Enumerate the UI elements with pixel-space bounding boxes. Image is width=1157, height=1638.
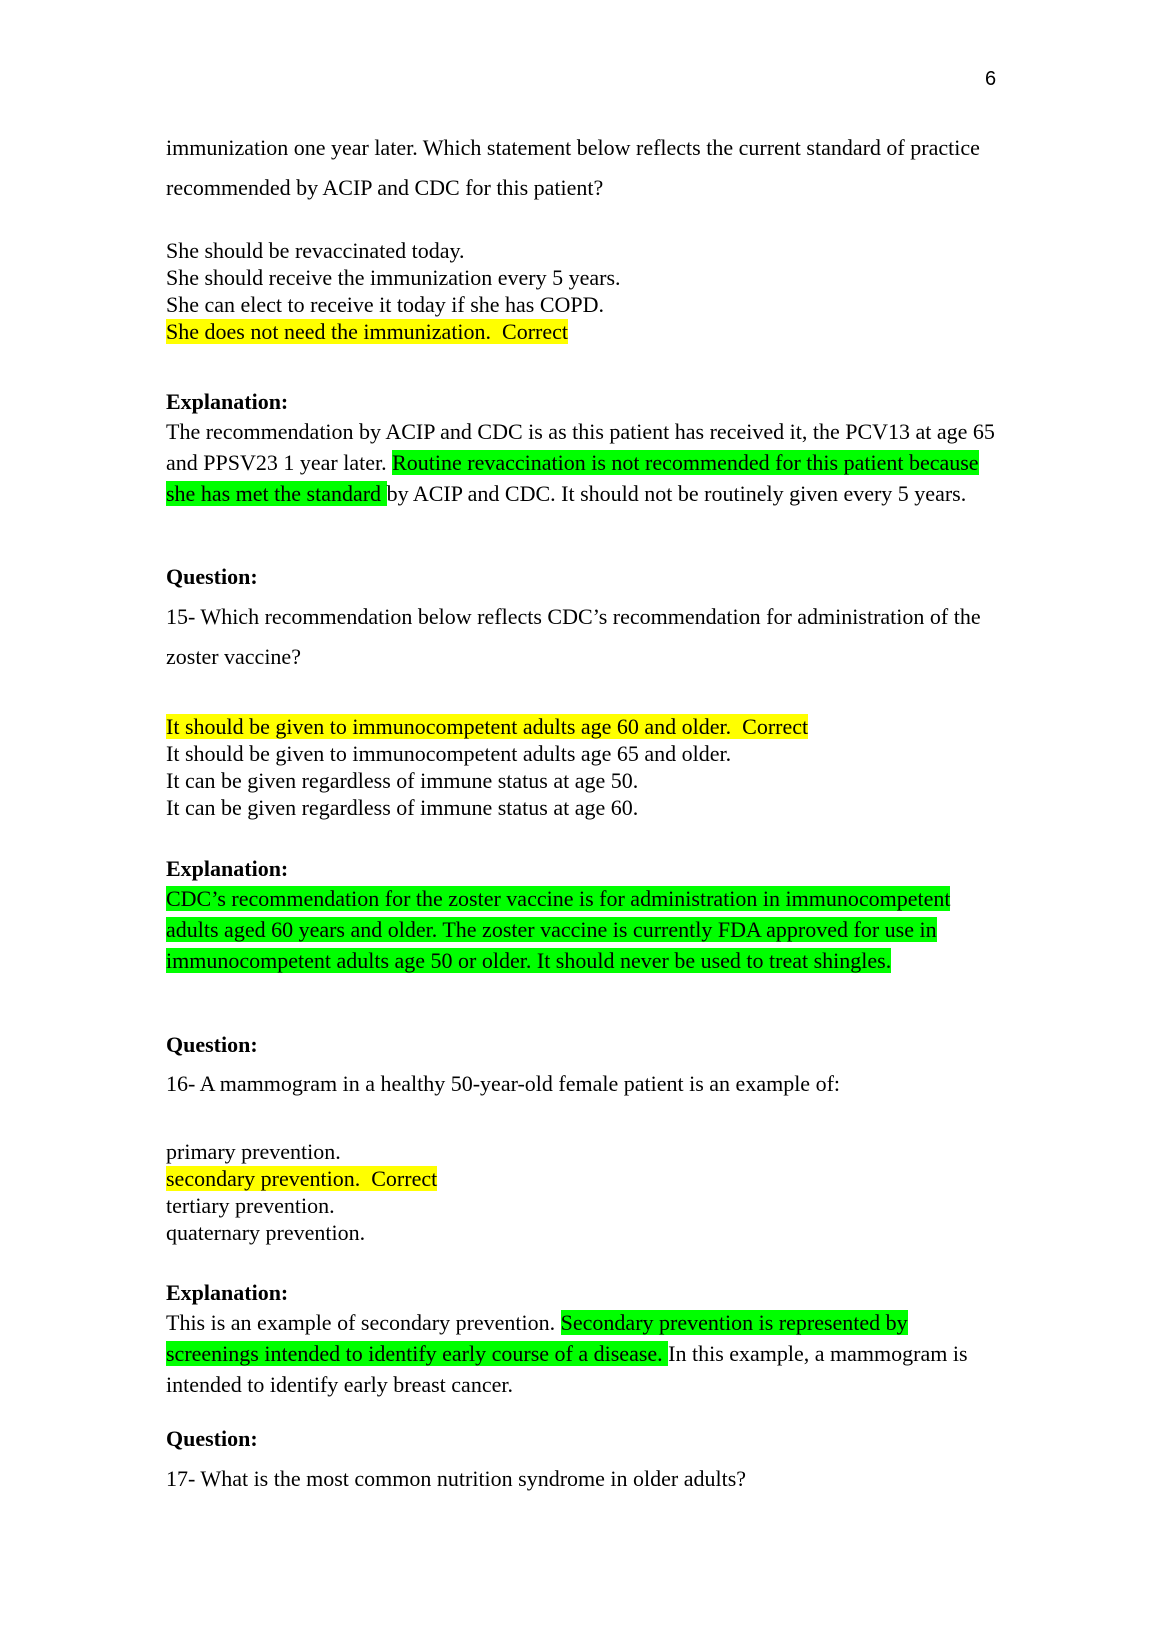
q14-option-4-correct: She does not need the immunization. Correct [166,319,569,344]
q16-option-2-correct: secondary prevention. Correct [166,1166,438,1191]
q14-explanation-heading: Explanation: [166,389,289,414]
q15-option-4: It can be given regardless of immune status at age 60. [166,795,639,820]
q14-explanation-text-2: by ACIP and CDC. It should not be routinely given every 5 years. [386,481,967,506]
q14-stem: immunization one year later. Which statement below reflects the current standard of practice recommended by ACIP and CDC for this patient? [166,135,980,200]
q14-option-1: She should be revaccinated today. [166,238,465,263]
q14-options [166,237,996,345]
q15-stem: 15- Which recommendation below reflects CDC’s recommendation for administration of the zoster vaccine? [166,604,981,669]
q14-explanation [166,416,996,509]
q16-option-1: primary prevention. [166,1139,341,1164]
q16-stem: 16- A mammogram in a healthy 50-year-old female patient is an example of: [166,1071,841,1096]
q16-option-3: tertiary prevention. [166,1193,335,1218]
q15-option-1-correct: It should be given to immunocompetent adults age 60 and older. Correct [166,714,809,739]
q17-question-heading: Question: [166,1426,258,1451]
q16-explanation-text-1: This is an example of secondary prevention. [166,1310,561,1335]
q15-options [166,713,996,821]
q14-explanation-highlight: Routine revaccination is not recommended for this patient because she has met the standard [166,450,979,506]
q15-explanation-heading: Explanation: [166,856,289,881]
q14-explanation-text-1: The recommendation by ACIP and CDC is as this patient has received it, the PCV13 at age 65 and PPSV23 1 year later. [166,419,995,475]
q15-explanation-highlight: CDC’s recommendation for the zoster vaccine is for administration in immunocompetent adults aged 60 years and older. The zoster vaccine is currently FDA approved for use in immunocompetent adults age 50 or older. It should never be used to treat shingles. [166,886,951,973]
q14-option-3: She can elect to receive it today if she has COPD. [166,292,605,317]
q14-option-2: She should receive the immunization every 5 years. [166,265,621,290]
q16-explanation-highlight: Secondary prevention is represented by screenings intended to identify early course of a disease. [166,1310,908,1366]
q15-option-3: It can be given regardless of immune status at age 50. [166,768,639,793]
page-number: 6 [985,68,997,90]
q16-explanation-text-2: In this example, a mammogram is intended to identify early breast cancer. [166,1341,968,1397]
q16-explanation-heading: Explanation: [166,1280,289,1305]
q15-option-2: It should be given to immunocompetent adults age 65 and older. [166,741,732,766]
q15-question-heading: Question: [166,564,258,589]
q16-option-4: quaternary prevention. [166,1220,366,1245]
q16-options [166,1138,996,1246]
q16-explanation [166,1307,996,1400]
q15-explanation [166,883,996,976]
q17-stem: 17- What is the most common nutrition syndrome in older adults? [166,1466,747,1491]
q16-question-heading: Question: [166,1032,258,1057]
